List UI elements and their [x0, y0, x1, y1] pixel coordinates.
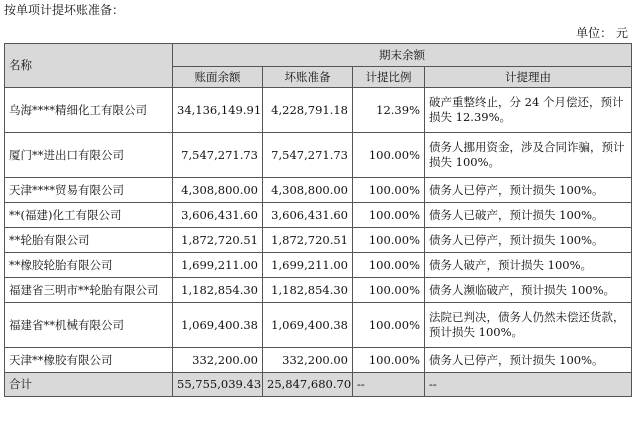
total-row — [5, 373, 632, 397]
cell-book-balance: 4,308,800.00 — [173, 178, 263, 203]
cell-name: **橡胶轮胎有限公司 — [5, 253, 173, 278]
cell-book-balance: 1,182,854.30 — [173, 278, 263, 303]
cell-reason: 债务人已停产，预计损失 100%。 — [425, 228, 632, 253]
table-row — [5, 228, 632, 253]
table-row — [5, 253, 632, 278]
cell-book-balance: 1,872,720.51 — [173, 228, 263, 253]
header-name: 名称 — [5, 44, 173, 88]
cell-bad-debt: 7,547,271.73 — [263, 133, 353, 178]
cell-bad-debt: 4,228,791.18 — [263, 88, 353, 133]
table-row — [5, 178, 632, 203]
cell-bad-debt: 4,308,800.00 — [263, 178, 353, 203]
cell-book-balance: 7,547,271.73 — [173, 133, 263, 178]
cell-book-balance: 1,069,400.38 — [173, 303, 263, 348]
cell-ratio: 100.00% — [353, 348, 425, 373]
cell-reason: 破产重整终止，分 24 个月偿还，预计损失 12.39%。 — [425, 88, 632, 133]
cell-book-balance: 3,606,431.60 — [173, 203, 263, 228]
cell-reason: 债务人濒临破产，预计损失 100%。 — [425, 278, 632, 303]
cell-reason: 债务人挪用资金，涉及合同诈骗，预计损失 100%。 — [425, 133, 632, 178]
cell-book-balance: 332,200.00 — [173, 348, 263, 373]
cell-bad-debt: 1,069,400.38 — [263, 303, 353, 348]
cell-name: 福建省**机械有限公司 — [5, 303, 173, 348]
unit-label: 单位： 元 — [576, 26, 628, 40]
cell-name: 乌海****精细化工有限公司 — [5, 88, 173, 133]
cell-name: 天津****贸易有限公司 — [5, 178, 173, 203]
cell-bad-debt: 1,872,720.51 — [263, 228, 353, 253]
table-row — [5, 278, 632, 303]
cell-reason: 债务人已停产，预计损失 100%。 — [425, 348, 632, 373]
total-label: 合计 — [5, 373, 173, 397]
cell-ratio: 100.00% — [353, 133, 425, 178]
cell-ratio: 12.39% — [353, 88, 425, 133]
total-ratio: -- — [353, 373, 425, 397]
cell-name: **轮胎有限公司 — [5, 228, 173, 253]
cell-bad-debt: 332,200.00 — [263, 348, 353, 373]
cell-ratio: 100.00% — [353, 253, 425, 278]
table-row — [5, 133, 632, 178]
header-reason: 计提理由 — [425, 67, 632, 88]
cell-book-balance: 1,699,211.00 — [173, 253, 263, 278]
header-ratio: 计提比例 — [353, 67, 425, 88]
table-row — [5, 203, 632, 228]
total-book-balance: 55,755,039.43 — [173, 373, 263, 397]
cell-reason: 法院已判决，债务人仍然未偿还货款，预计损失 100%。 — [425, 303, 632, 348]
total-bad-debt: 25,847,680.70 — [263, 373, 353, 397]
cell-ratio: 100.00% — [353, 203, 425, 228]
total-reason: -- — [425, 373, 632, 397]
bad-debt-table — [4, 43, 632, 397]
cell-reason: 债务人破产，预计损失 100%。 — [425, 253, 632, 278]
header-period-end-balance: 期末余额 — [173, 44, 632, 67]
cell-ratio: 100.00% — [353, 303, 425, 348]
cell-reason: 债务人已破产，预计损失 100%。 — [425, 203, 632, 228]
intro-text: 按单项计提坏账准备： — [4, 3, 125, 17]
cell-bad-debt: 1,699,211.00 — [263, 253, 353, 278]
cell-reason: 债务人已停产，预计损失 100%。 — [425, 178, 632, 203]
table-row — [5, 88, 632, 133]
cell-bad-debt: 3,606,431.60 — [263, 203, 353, 228]
header-book-balance: 账面余额 — [173, 67, 263, 88]
table-row — [5, 303, 632, 348]
cell-name: 厦门**进出口有限公司 — [5, 133, 173, 178]
header-bad-debt: 坏账准备 — [263, 67, 353, 88]
cell-ratio: 100.00% — [353, 178, 425, 203]
cell-bad-debt: 1,182,854.30 — [263, 278, 353, 303]
cell-ratio: 100.00% — [353, 228, 425, 253]
cell-name: 天津**橡胶有限公司 — [5, 348, 173, 373]
cell-name: 福建省三明市**轮胎有限公司 — [5, 278, 173, 303]
cell-ratio: 100.00% — [353, 278, 425, 303]
cell-name: **(福建)化工有限公司 — [5, 203, 173, 228]
cell-book-balance: 34,136,149.91 — [173, 88, 263, 133]
table-row — [5, 348, 632, 373]
